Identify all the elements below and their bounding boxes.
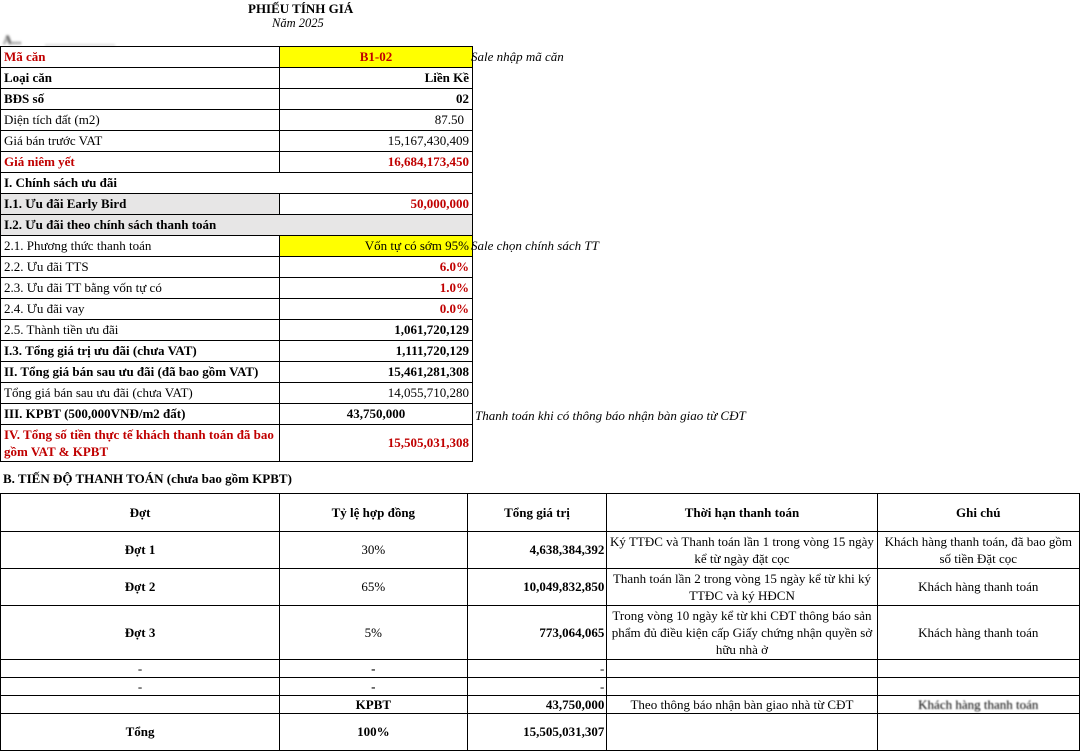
- thoi-han-cell: Trong vòng 10 ngày kể từ khi CĐT thông báo sản phẩm đủ điều kiện cấp Giấy chứng nhận quyền sở hữu nhà ở: [607, 606, 877, 660]
- payment-row-total: [1, 714, 1080, 751]
- ghi-chu-cell: [877, 714, 1079, 751]
- page-title: PHIẾU TÍNH GIÁ: [248, 1, 354, 16]
- section-b-title: B. TIẾN ĐỘ THANH TOÁN (chưa bao gồm KPBT): [3, 471, 292, 486]
- redacted-text: A...: [3, 33, 22, 47]
- dot-cell: Đợt 2: [1, 569, 280, 606]
- tong-gia-chua-vat-value: 14,055,710,280: [280, 383, 473, 404]
- summary-row-ma-can: [1, 47, 473, 68]
- uu-dai-tts-value: 6.0%: [280, 257, 473, 278]
- page-subtitle: Năm 2025: [272, 16, 324, 30]
- label-kpbt: III. KPBT (500,000VNĐ/m2 đất): [1, 404, 280, 425]
- tong-thuc-te-value: 15,505,031,308: [280, 425, 473, 462]
- ghi-chu-cell: [877, 660, 1079, 678]
- thoi-han-cell: [607, 678, 877, 696]
- ghi-chu-cell: [877, 678, 1079, 696]
- label-dien-tich: Diện tích đất (m2): [1, 110, 280, 131]
- gia-tri-cell: 4,638,384,392: [467, 532, 607, 569]
- gia-niem-yet-value: 16,684,173,450: [280, 152, 473, 173]
- tong-gia-co-vat-value: 15,461,281,308: [280, 362, 473, 383]
- label-gia-truoc-vat: Giá bán trước VAT: [1, 131, 280, 152]
- payment-row-kpbt: [1, 696, 1080, 714]
- kpbt-value: 43,750,000: [280, 404, 473, 425]
- label-uu-dai-tts: 2.2. Ưu đãi TTS: [1, 257, 280, 278]
- ghi-chu-cell: Khách hàng thanh toán: [877, 569, 1079, 606]
- dot-cell: Đợt 3: [1, 606, 280, 660]
- ty-le-cell: -: [280, 660, 467, 678]
- payment-row-dot-1: [1, 532, 1080, 569]
- header-dot: Đợt: [1, 494, 280, 532]
- ghi-chu-cell: Khách hàng thanh toán: [877, 696, 1079, 714]
- thoi-han-cell: Ký TTĐC và Thanh toán lần 1 trong vòng 15 ngày kể từ ngày đặt cọc: [607, 532, 877, 569]
- thoi-han-cell: [607, 714, 877, 751]
- dot-cell: Tổng: [1, 714, 280, 751]
- bds-so-value: 02: [280, 89, 473, 110]
- ty-le-cell: 30%: [280, 532, 467, 569]
- payment-row-empty-1: [1, 660, 1080, 678]
- thoi-han-cell: [607, 660, 877, 678]
- payment-row-dot-2: [1, 569, 1080, 606]
- gia-tri-cell: 773,064,065: [467, 606, 607, 660]
- label-tong-gia-chua-vat: Tổng giá bán sau ưu đãi (chưa VAT): [1, 383, 280, 404]
- payment-row-empty-2: [1, 678, 1080, 696]
- early-bird-value: 50,000,000: [280, 194, 473, 215]
- gia-tri-cell: -: [467, 660, 607, 678]
- ty-le-cell: 65%: [280, 569, 467, 606]
- gia-tri-cell: 10,049,832,850: [467, 569, 607, 606]
- thanh-tien-uu-dai-value: 1,061,720,129: [280, 320, 473, 341]
- label-gia-niem-yet: Giá niêm yết: [1, 152, 280, 173]
- dot-cell: -: [1, 678, 280, 696]
- ty-le-cell: KPBT: [280, 696, 467, 714]
- dot-cell: [1, 696, 280, 714]
- section-chinh-sach: I. Chính sách ưu đãi: [1, 173, 473, 194]
- dot-cell: -: [1, 660, 280, 678]
- note-ma-can: Sale nhập mã căn: [471, 49, 564, 64]
- phuong-thuc-select[interactable]: Vốn tự có sớm 95%: [280, 236, 473, 257]
- ty-le-cell: 5%: [280, 606, 467, 660]
- ty-le-cell: -: [280, 678, 467, 696]
- gia-tri-cell: 15,505,031,307: [467, 714, 607, 751]
- thoi-han-cell: Theo thông báo nhận bàn giao nhà từ CĐT: [607, 696, 877, 714]
- dot-cell: Đợt 1: [1, 532, 280, 569]
- section-uu-dai-thanh-toan: I.2. Ưu đãi theo chính sách thanh toán: [1, 215, 473, 236]
- uu-dai-von-tu-co-value: 1.0%: [280, 278, 473, 299]
- label-early-bird: I.1. Ưu đãi Early Bird: [1, 194, 280, 215]
- label-phuong-thuc: 2.1. Phương thức thanh toán: [1, 236, 280, 257]
- dien-tich-value: 87.50: [280, 110, 473, 131]
- gia-truoc-vat-value: 15,167,430,409: [280, 131, 473, 152]
- payment-row-dot-3: [1, 606, 1080, 660]
- payment-schedule-table: [0, 493, 1080, 751]
- loai-can-value: Liền Kề: [280, 68, 473, 89]
- label-bds-so: BĐS số: [1, 89, 280, 110]
- tong-uu-dai-value: 1,111,720,129: [280, 341, 473, 362]
- label-tong-thuc-te: IV. Tổng số tiền thực tế khách thanh toán đã bao gồm VAT & KPBT: [1, 425, 280, 462]
- label-loai-can: Loại căn: [1, 68, 280, 89]
- header-thoi-han: Thời hạn thanh toán: [607, 494, 877, 532]
- ghi-chu-cell: Khách hàng thanh toán: [877, 606, 1079, 660]
- header-ghi-chu: Ghi chú: [877, 494, 1079, 532]
- label-ma-can: Mã căn: [1, 47, 280, 68]
- label-tong-gia-co-vat: II. Tổng giá bán sau ưu đãi (đã bao gồm VAT): [1, 362, 280, 383]
- ty-le-cell: 100%: [280, 714, 467, 751]
- gia-tri-cell: -: [467, 678, 607, 696]
- label-uu-dai-vay: 2.4. Ưu đãi vay: [1, 299, 280, 320]
- thoi-han-cell: Thanh toán lần 2 trong vòng 15 ngày kể từ khi ký TTĐC và ký HĐCN: [607, 569, 877, 606]
- ghi-chu-cell: Khách hàng thanh toán, đã bao gồm số tiền Đặt cọc: [877, 532, 1079, 569]
- note-phuong-thuc: Sale chọn chính sách TT: [471, 238, 599, 253]
- header-ty-le: Tỷ lệ hợp đồng: [280, 494, 467, 532]
- header-gia-tri: Tổng giá trị: [467, 494, 607, 532]
- note-kpbt: Thanh toán khi có thông báo nhận bàn giao từ CĐT: [475, 408, 746, 423]
- label-thanh-tien-uu-dai: 2.5. Thành tiền ưu đãi: [1, 320, 280, 341]
- uu-dai-vay-value: 0.0%: [280, 299, 473, 320]
- ma-can-value[interactable]: B1-02: [280, 47, 473, 68]
- payment-header-row: [1, 494, 1080, 532]
- label-uu-dai-von-tu-co: 2.3. Ưu đãi TT bằng vốn tự có: [1, 278, 280, 299]
- gia-tri-cell: 43,750,000: [467, 696, 607, 714]
- price-summary-table: [0, 46, 473, 462]
- label-tong-uu-dai: I.3. Tổng giá trị ưu đãi (chưa VAT): [1, 341, 280, 362]
